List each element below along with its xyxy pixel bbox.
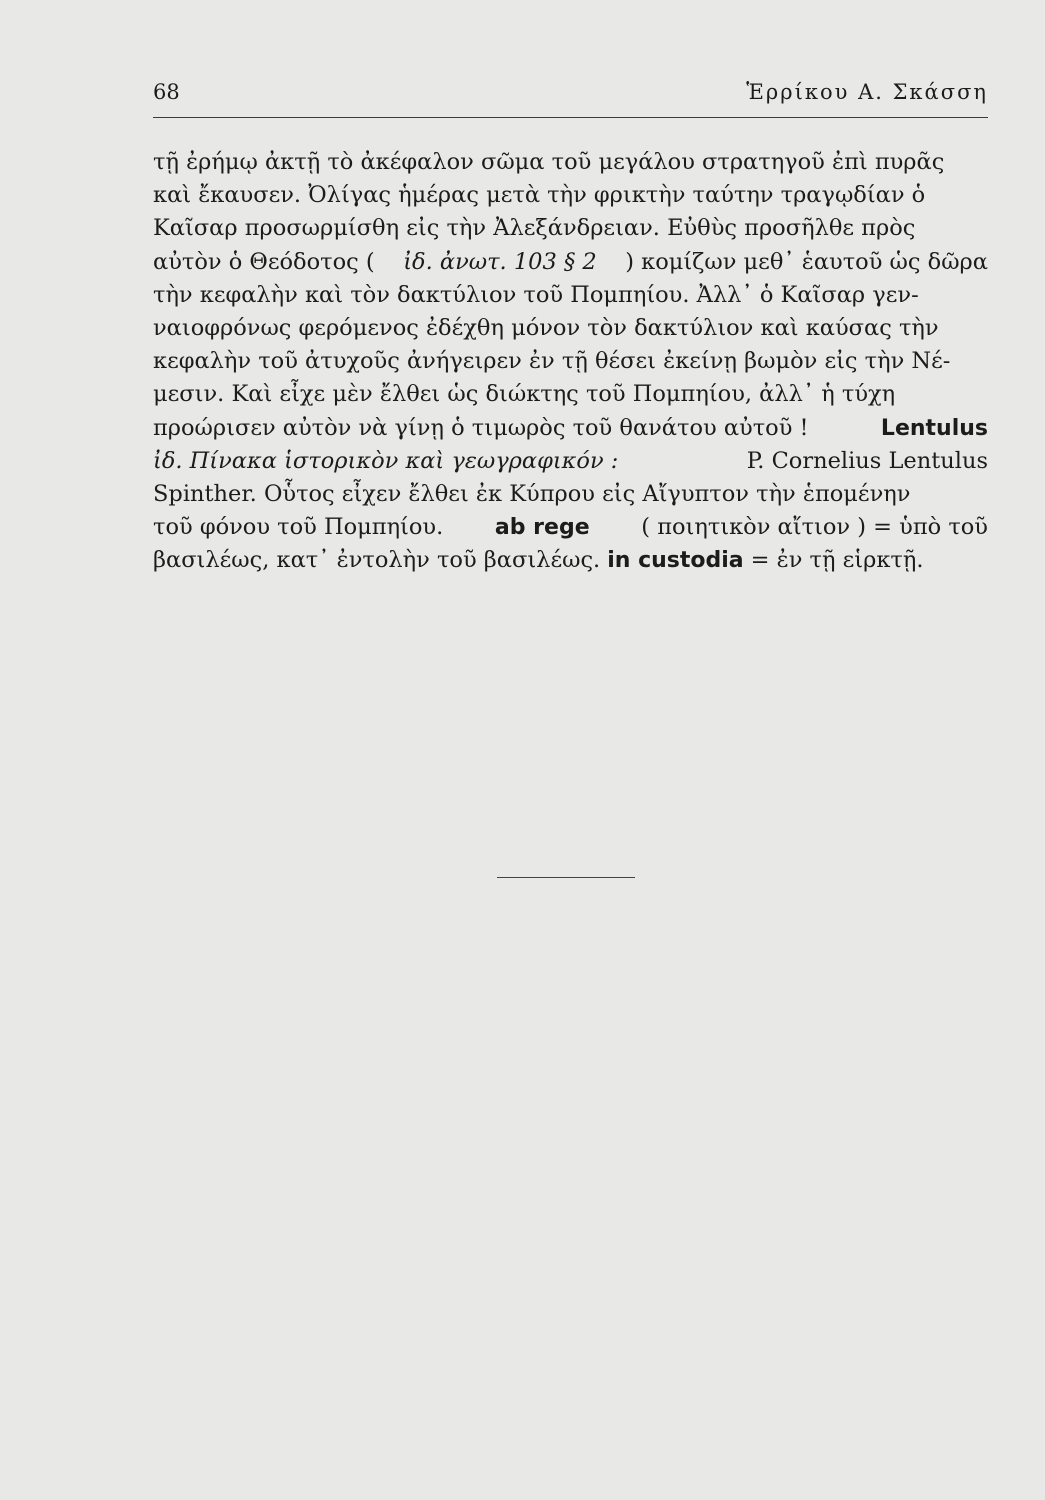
text-segment: καὶ ἔκαυσεν. Ὀλίγας ἡμέρας μετὰ τὴν φρικτὴν ταύτην τραγῳδίαν ὁ [153, 182, 926, 209]
text-line [153, 544, 988, 577]
text-segment: τοῦ φόνου τοῦ Πομπηίου. [153, 514, 444, 541]
text-segment: κεφαλὴν τοῦ ἀτυχοῦς ἀνήγειρεν ἐν τῇ θέσει ἐκείνῃ βωμὸν εἰς τὴν Νέ- [153, 348, 951, 375]
text-line [153, 146, 988, 179]
lemma-lentulus: Lentulus [880, 415, 988, 441]
text-line [153, 345, 988, 378]
text-line [153, 179, 988, 212]
text-line [153, 511, 988, 544]
text-segment: P. Cornelius Lentulus [746, 447, 988, 474]
lemma-in-custodia: in custodia [607, 548, 744, 574]
text-segment: τὴν κεφαλὴν καὶ τὸν δακτύλιον τοῦ Πομπηίου. Ἀλλ᾽ ὁ Καῖσαρ γεν- [153, 281, 919, 308]
text-segment: μεσιν. Καὶ εἶχε μὲν ἔλθει ὡς διώκτης τοῦ Πομπηίου, ἀλλ᾽ ἡ τύχη [153, 381, 896, 408]
text-segment: ) κομίζων μεθ᾽ ἑαυτοῦ ὡς δῶρα [625, 248, 988, 275]
text-line [153, 478, 988, 511]
header-rule [153, 117, 988, 118]
lemma-ab-rege: ab rege [494, 515, 590, 541]
page-header [153, 80, 988, 110]
reference-italic: ἰδ. Πίνακα ἱστορικὸν καὶ γεωγραφικόν : [153, 447, 619, 474]
reference-italic: ἰδ. ἀνωτ. 103 § 2 [403, 248, 597, 275]
page-number: 68 [153, 80, 180, 104]
text-line [153, 279, 988, 312]
text-segment: προώρισεν αὐτὸν νὰ γίνῃ ὁ τιμωρὸς τοῦ θανάτου αὐτοῦ ! [153, 414, 809, 441]
text-segment: ναιοφρόνως φερόμενος ἐδέχθη μόνον τὸν δακτύλιον καὶ καύσας τὴν [153, 314, 939, 341]
end-rule [497, 877, 635, 878]
text-segment: Spinther. Οὗτος εἶχεν ἔλθει ἐκ Κύπρου εἰς Αἴγυπτον τὴν ἑπομένην [153, 480, 911, 507]
text-line [153, 445, 988, 478]
text-segment: βασιλέως, κατ᾽ ἐντολὴν τοῦ βασιλέως. [153, 547, 601, 574]
text-line [153, 412, 988, 445]
running-head: Ἑρρίκου Α. Σκάσση [746, 80, 988, 104]
text-segment: τῇ ἐρήμῳ ἀκτῇ τὸ ἀκέφαλον σῶμα τοῦ μεγάλου στρατηγοῦ ἐπὶ πυρᾶς [153, 149, 945, 175]
text-line [153, 246, 988, 279]
text-segment: = ἐν τῇ εἱρκτῇ. [750, 547, 924, 574]
text-line [153, 378, 988, 411]
text-segment: ( ποιητικὸν αἴτιον ) = ὑπὸ τοῦ [641, 514, 988, 541]
text-line [153, 212, 988, 245]
text-line [153, 312, 988, 345]
text-segment: αὐτὸν ὁ Θεόδοτος ( [153, 248, 375, 275]
text-segment: Καῖσαρ προσωρμίσθη εἰς τὴν Ἀλεξάνδρειαν. Εὐθὺς προσῆλθε πρὸς [153, 215, 916, 242]
body-text [153, 146, 988, 577]
